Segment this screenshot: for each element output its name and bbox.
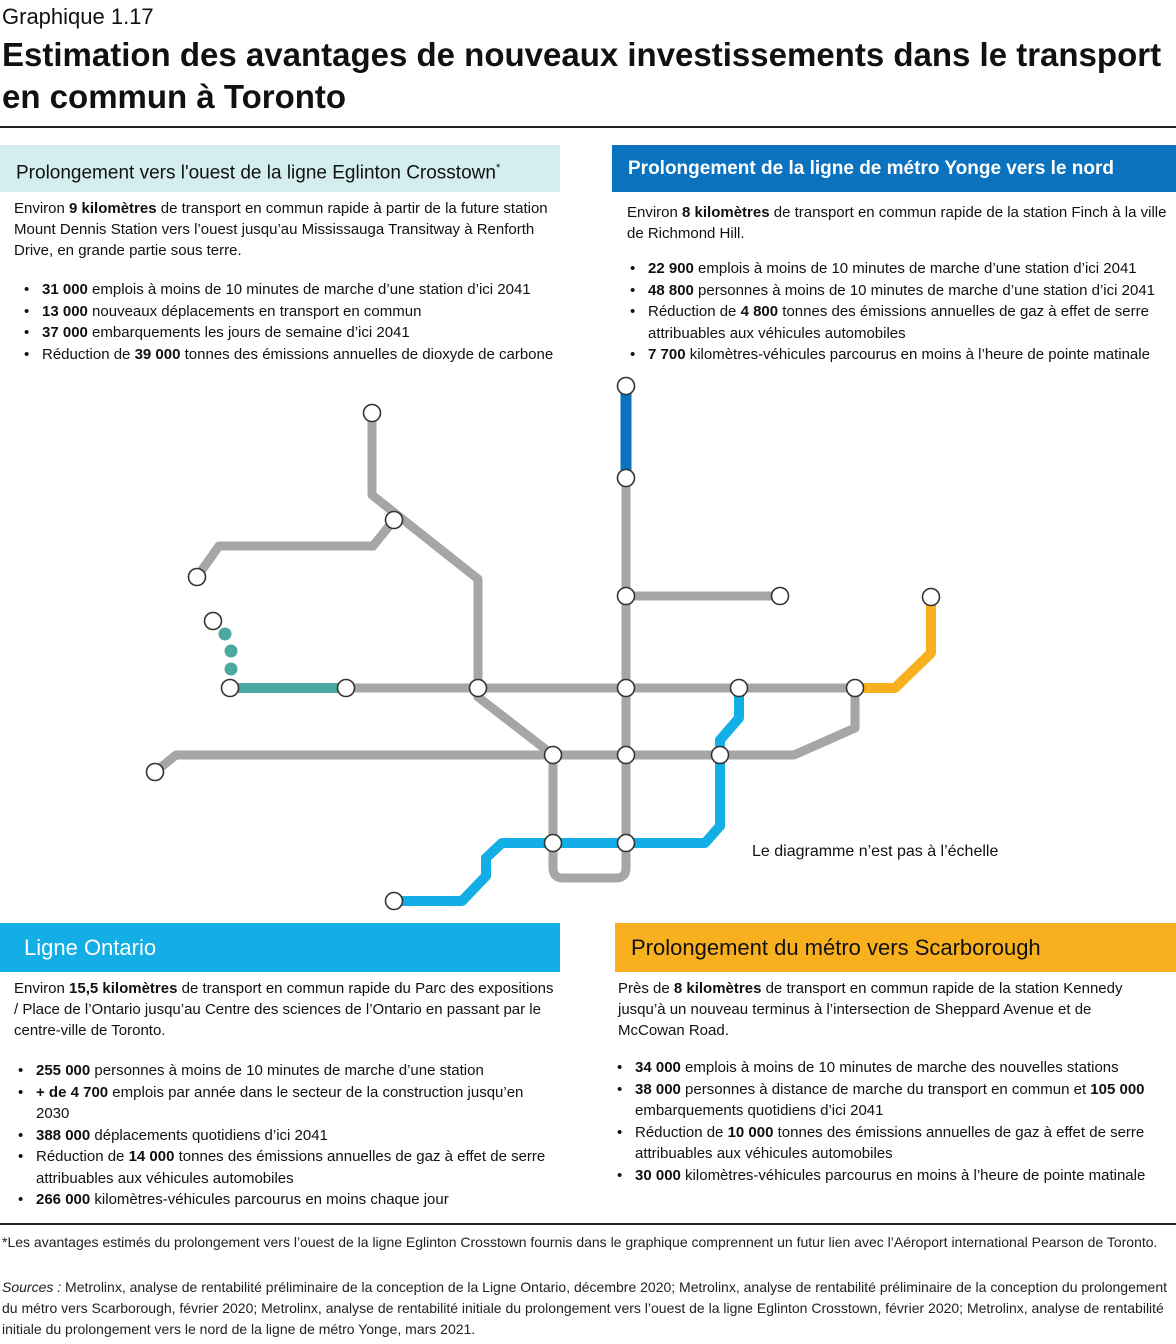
benefit-item: • Réduction de 14 000 tonnes des émissions annuelles de gaz à effet de serre attribuables aux véhicules automobiles bbox=[16, 1146, 556, 1189]
eglinton-footnote-mark: * bbox=[495, 162, 501, 174]
yonge-banner: Prolongement de la ligne de métro Yonge vers le nord bbox=[612, 145, 1176, 192]
benefit-item: • 30 000 kilomètres-véhicules parcourus en moins à l’heure de pointe matinale bbox=[615, 1165, 1163, 1187]
subway-line-existing bbox=[197, 520, 394, 577]
station-marker bbox=[386, 512, 403, 529]
station-marker bbox=[189, 569, 206, 586]
figure-label: Graphique 1.17 bbox=[2, 4, 154, 29]
station-marker bbox=[772, 588, 789, 605]
eglinton-intro bbox=[14, 198, 554, 261]
eglinton-title: Prolongement vers l'ouest de la ligne Eglinton Crosstown bbox=[16, 162, 496, 184]
eglinton-benefits bbox=[22, 279, 602, 365]
station-marker bbox=[618, 835, 635, 852]
scarborough-benefits bbox=[615, 1057, 1163, 1186]
intro-text: de transport en commun rapide de la station Finch à la ville de Richmond Hill. bbox=[627, 204, 1167, 242]
intro-text: de transport en commun rapide de la station Kennedy jusqu’à un nouveau terminus à l’intersection de Sheppard Avenue et de McCowan Road. bbox=[618, 980, 1123, 1039]
benefit-item: • 7 700 kilomètres-véhicules parcourus en moins à l’heure de pointe matinale bbox=[628, 344, 1176, 366]
subway-line-existing bbox=[155, 688, 855, 772]
benefit-item: • 34 000 emplois à moins de 10 minutes de marche des nouvelles stations bbox=[615, 1057, 1163, 1079]
station-marker bbox=[712, 747, 729, 764]
sources bbox=[2, 1277, 1174, 1340]
station-marker bbox=[545, 835, 562, 852]
benefit-item: • 48 800 personnes à moins de 10 minutes de marche d’une station d’ici 2041 bbox=[628, 280, 1176, 302]
station-marker bbox=[618, 747, 635, 764]
intro-text: de transport en commun rapide du Parc des expositions / Place de l’Ontario jusqu’au Centre des sciences de l’Ontario en passant par le centre-ville de Toronto. bbox=[14, 980, 554, 1039]
title-divider bbox=[0, 126, 1176, 128]
benefit-item: • 22 900 emplois à moins de 10 minutes de marche d’une station d’ici 2041 bbox=[628, 258, 1176, 280]
intro-text: Près de bbox=[618, 980, 674, 997]
yonge-intro bbox=[627, 202, 1167, 244]
station-marker bbox=[364, 405, 381, 422]
station-marker bbox=[205, 613, 222, 630]
benefit-item: • 31 000 emplois à moins de 10 minutes de marche d’une station d’ici 2041 bbox=[22, 279, 602, 301]
station-marker bbox=[731, 680, 748, 697]
benefit-item: • 255 000 personnes à moins de 10 minutes de marche d’une station bbox=[16, 1060, 556, 1082]
station-marker bbox=[545, 747, 562, 764]
benefit-item: • 13 000 nouveaux déplacements en transport en commun bbox=[22, 301, 602, 323]
eglinton-banner bbox=[0, 145, 560, 192]
station-marker bbox=[618, 680, 635, 697]
benefit-item: • Réduction de 4 800 tonnes des émissions annuelles de gaz à effet de serre attribuables aux véhicules automobiles bbox=[628, 301, 1176, 344]
intro-text: Environ bbox=[14, 980, 70, 997]
intro-text: Environ bbox=[627, 204, 683, 221]
benefit-item: • 38 000 personnes à distance de marche du transport en commun et 105 000 embarquements quotidiens d’ici 2041 bbox=[615, 1079, 1163, 1122]
intro-bold: 9 kilomètres bbox=[69, 200, 157, 217]
subway-line-existing bbox=[372, 413, 626, 878]
ontario-banner: Ligne Ontario bbox=[0, 923, 560, 972]
yonge-benefits bbox=[628, 258, 1176, 366]
station-marker bbox=[847, 680, 864, 697]
eglinton-future-link-dots bbox=[219, 628, 238, 676]
intro-bold: 15,5 kilomètres bbox=[69, 980, 178, 997]
footer-divider bbox=[0, 1223, 1176, 1225]
transit-map-diagram bbox=[0, 370, 1176, 915]
station-marker bbox=[618, 378, 635, 395]
intro-bold: 8 kilomètres bbox=[673, 980, 762, 997]
intro-text: de transport en commun rapide à partir de la future station Mount Dennis Station vers l’ouest jusqu’au Mississauga Transitway à Renforth Drive, en grande partie sous terre. bbox=[14, 200, 548, 259]
benefit-item: • 266 000 kilomètres-véhicules parcourus en moins chaque jour bbox=[16, 1189, 556, 1211]
footnote: *Les avantages estimés du prolongement vers l’ouest de la ligne Eglinton Crosstown fournis dans le graphique comprennent un futur lien avec l’Aéroport international Pearson de Toronto. bbox=[2, 1234, 1158, 1250]
benefit-item: • Réduction de 10 000 tonnes des émissions annuelles de gaz à effet de serre attribuables aux véhicules automobiles bbox=[615, 1122, 1163, 1165]
station-marker bbox=[147, 764, 164, 781]
scarborough-banner: Prolongement du métro vers Scarborough bbox=[615, 923, 1176, 972]
benefit-item: • Réduction de 39 000 tonnes des émissions annuelles de dioxyde de carbone bbox=[22, 344, 602, 366]
intro-bold: 8 kilomètres bbox=[682, 204, 770, 221]
station-marker bbox=[470, 680, 487, 697]
station-marker bbox=[618, 588, 635, 605]
benefit-item: • 37 000 embarquements les jours de semaine d’ici 2041 bbox=[22, 322, 602, 344]
ontario-line bbox=[394, 688, 739, 901]
ontario-benefits bbox=[16, 1060, 556, 1211]
station-markers bbox=[147, 378, 940, 910]
scarborough-intro bbox=[618, 978, 1158, 1041]
station-marker bbox=[386, 893, 403, 910]
figure-title: Estimation des avantages de nouveaux investissements dans le transport en commun à Toronto bbox=[2, 36, 1162, 115]
station-marker bbox=[923, 589, 940, 606]
station-marker bbox=[222, 680, 239, 697]
station-marker bbox=[618, 470, 635, 487]
scale-note: Le diagramme n’est pas à l’échelle bbox=[752, 843, 999, 860]
benefit-item: • 388 000 déplacements quotidiens d’ici 2041 bbox=[16, 1125, 556, 1147]
sources-text: Metrolinx, analyse de rentabilité préliminaire de la conception de la Ligne Ontario, décembre 2020; Metrolinx, analyse de rentabilité préliminaire de la conception du prolongement du métro vers Scarborough, février 2020; Metrolinx, analyse de rentabilité initiale du prolongement vers l’ouest de la ligne Eglinton Crosstown, février 2020; Metrolinx, analyse de rentabilité initiale du prolongement vers le nord de la ligne de métro Yonge, mars 2021. bbox=[2, 1279, 1168, 1337]
sources-label: Sources : bbox=[2, 1279, 62, 1295]
scarborough-extension-line bbox=[855, 597, 931, 688]
station-marker bbox=[338, 680, 355, 697]
intro-text: Environ bbox=[14, 200, 70, 217]
benefit-item: • + de 4 700 emplois par année dans le secteur de la construction jusqu’en 2030 bbox=[16, 1082, 556, 1125]
ontario-intro bbox=[14, 978, 554, 1041]
